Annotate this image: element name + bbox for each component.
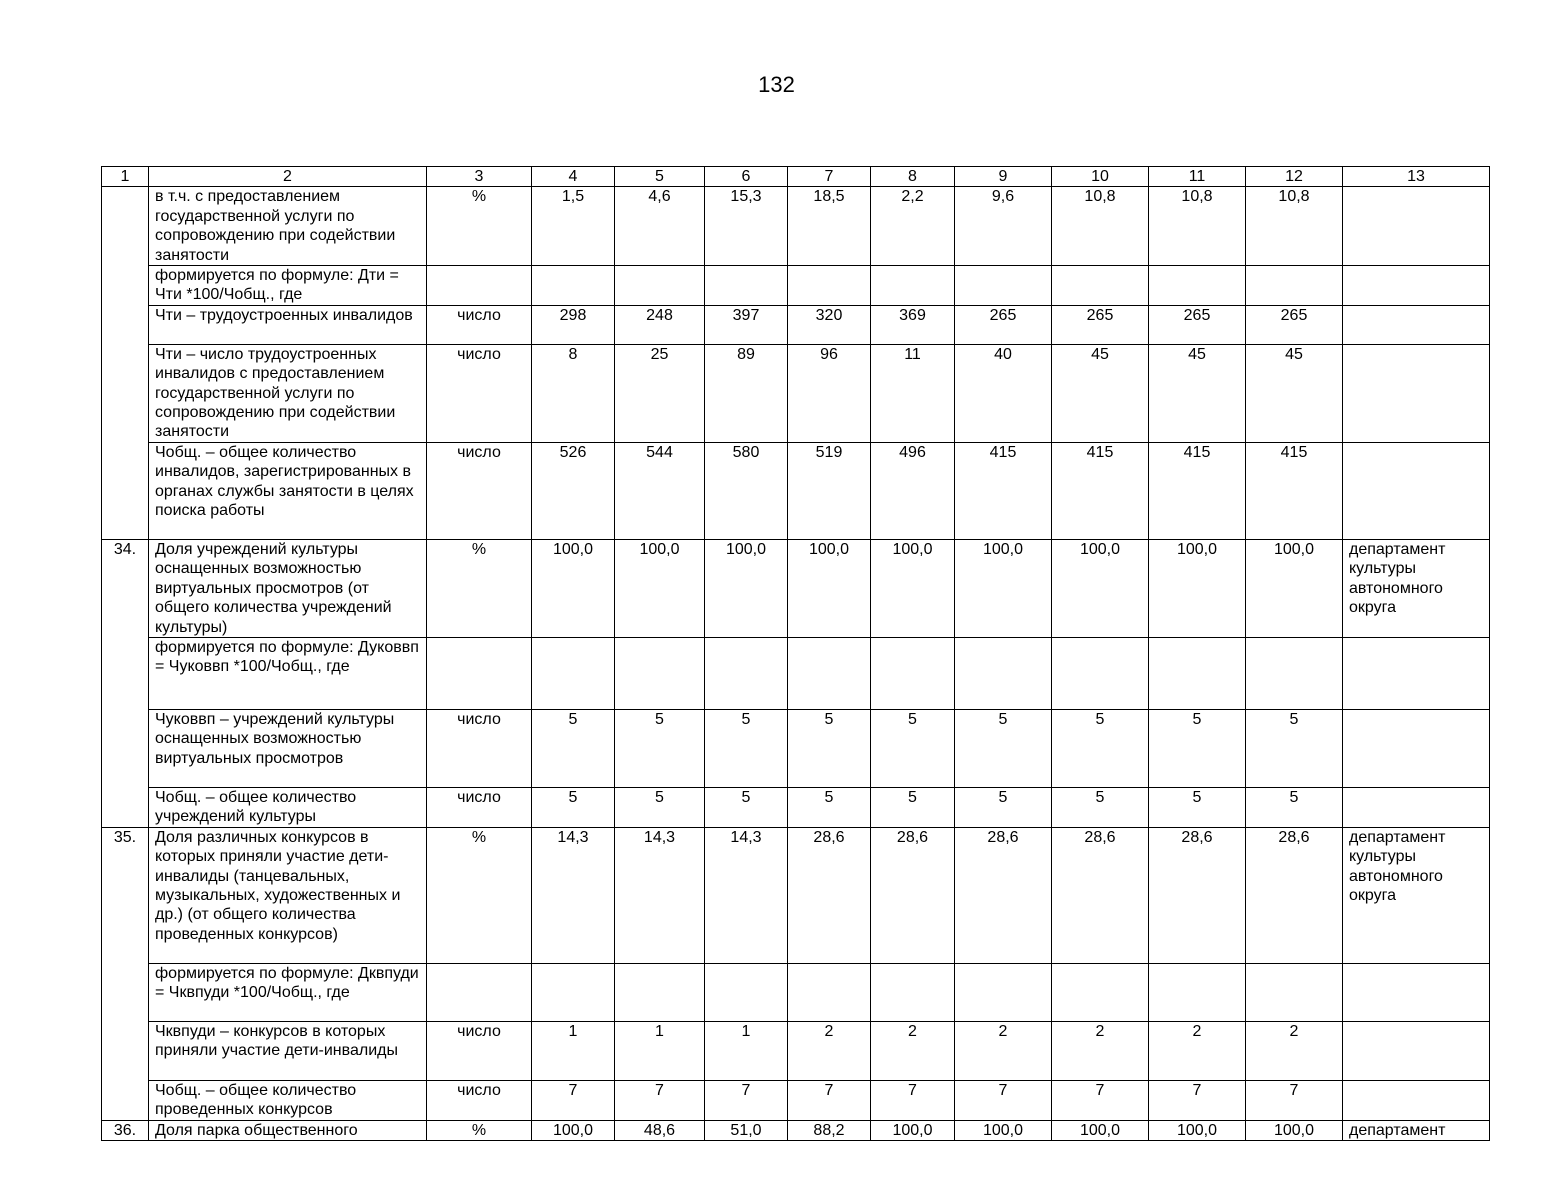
value-cell: 265 <box>1149 305 1246 344</box>
value-cell <box>705 963 788 1021</box>
value-cell <box>1246 637 1343 709</box>
value-cell: 415 <box>955 442 1052 539</box>
value-cell: 8 <box>532 344 615 442</box>
value-cell: 100,0 <box>532 1120 615 1140</box>
value-cell: 100,0 <box>705 539 788 637</box>
row-number-cell: 35. <box>102 827 149 1120</box>
value-cell: 519 <box>788 442 871 539</box>
value-cell: 5 <box>532 709 615 787</box>
value-cell <box>1149 963 1246 1021</box>
value-cell <box>788 963 871 1021</box>
value-cell: 10,8 <box>1246 187 1343 266</box>
value-cell: 5 <box>871 787 955 827</box>
value-cell: 100,0 <box>1052 539 1149 637</box>
value-cell: 265 <box>1246 305 1343 344</box>
value-cell: 1 <box>705 1021 788 1080</box>
table-row <box>102 827 1490 963</box>
header-cell: 9 <box>955 167 1052 187</box>
value-cell: 5 <box>955 787 1052 827</box>
table-row <box>102 442 1490 539</box>
value-cell: 415 <box>1149 442 1246 539</box>
value-cell: 25 <box>615 344 705 442</box>
value-cell: 5 <box>871 709 955 787</box>
header-cell: 3 <box>427 167 532 187</box>
value-cell: 544 <box>615 442 705 539</box>
value-cell: 100,0 <box>1246 539 1343 637</box>
value-cell <box>532 637 615 709</box>
responsible-cell <box>1343 442 1490 539</box>
value-cell: 580 <box>705 442 788 539</box>
value-cell: 28,6 <box>1149 827 1246 963</box>
value-cell <box>788 637 871 709</box>
header-cell: 10 <box>1052 167 1149 187</box>
value-cell: 100,0 <box>871 539 955 637</box>
value-cell: 28,6 <box>955 827 1052 963</box>
table-row <box>102 1120 1490 1140</box>
value-cell: 100,0 <box>1149 539 1246 637</box>
value-cell: 11 <box>871 344 955 442</box>
value-cell <box>1052 637 1149 709</box>
value-cell <box>1149 266 1246 306</box>
value-cell <box>871 637 955 709</box>
value-cell: 28,6 <box>871 827 955 963</box>
value-cell: 1 <box>615 1021 705 1080</box>
value-cell <box>955 637 1052 709</box>
value-cell: 1 <box>532 1021 615 1080</box>
value-cell: 2,2 <box>871 187 955 266</box>
value-cell: 5 <box>705 787 788 827</box>
value-cell: 5 <box>788 709 871 787</box>
value-cell: 100,0 <box>955 1120 1052 1140</box>
value-cell: 10,8 <box>1052 187 1149 266</box>
value-cell <box>705 637 788 709</box>
value-cell: 496 <box>871 442 955 539</box>
responsible-cell <box>1343 963 1490 1021</box>
indicator-description-cell: в т.ч. с предоставлением государственной услуги по сопровождению при содействии занятости <box>149 187 427 266</box>
value-cell: 5 <box>1052 787 1149 827</box>
value-cell: 7 <box>1052 1080 1149 1120</box>
table-row <box>102 963 1490 1021</box>
value-cell: 18,5 <box>788 187 871 266</box>
header-cell: 5 <box>615 167 705 187</box>
header-cell: 13 <box>1343 167 1490 187</box>
value-cell: 100,0 <box>532 539 615 637</box>
indicator-description-cell: Чуковвп – учреждений культуры оснащенных возможностью виртуальных просмотров <box>149 709 427 787</box>
responsible-cell <box>1343 709 1490 787</box>
unit-cell: число <box>427 1021 532 1080</box>
value-cell <box>871 963 955 1021</box>
value-cell: 320 <box>788 305 871 344</box>
value-cell: 2 <box>1052 1021 1149 1080</box>
unit-cell: число <box>427 709 532 787</box>
value-cell: 2 <box>1246 1021 1343 1080</box>
value-cell: 248 <box>615 305 705 344</box>
responsible-cell <box>1343 266 1490 306</box>
value-cell: 2 <box>871 1021 955 1080</box>
value-cell <box>1246 963 1343 1021</box>
header-cell: 4 <box>532 167 615 187</box>
value-cell <box>532 266 615 306</box>
value-cell: 369 <box>871 305 955 344</box>
value-cell <box>532 963 615 1021</box>
value-cell: 96 <box>788 344 871 442</box>
unit-cell <box>427 637 532 709</box>
responsible-cell <box>1343 305 1490 344</box>
row-number-cell <box>102 187 149 539</box>
value-cell <box>615 963 705 1021</box>
value-cell: 45 <box>1052 344 1149 442</box>
unit-cell <box>427 963 532 1021</box>
value-cell: 397 <box>705 305 788 344</box>
value-cell: 5 <box>615 787 705 827</box>
value-cell <box>955 963 1052 1021</box>
value-cell: 28,6 <box>788 827 871 963</box>
value-cell: 51,0 <box>705 1120 788 1140</box>
value-cell: 100,0 <box>1246 1120 1343 1140</box>
value-cell: 100,0 <box>1149 1120 1246 1140</box>
value-cell: 15,3 <box>705 187 788 266</box>
unit-cell: число <box>427 1080 532 1120</box>
value-cell: 45 <box>1149 344 1246 442</box>
responsible-cell <box>1343 787 1490 827</box>
unit-cell: % <box>427 1120 532 1140</box>
table-row <box>102 187 1490 266</box>
value-cell <box>705 266 788 306</box>
value-cell: 14,3 <box>705 827 788 963</box>
value-cell: 5 <box>532 787 615 827</box>
indicator-description-cell: Чобщ. – общее количество проведенных конкурсов <box>149 1080 427 1120</box>
value-cell: 7 <box>871 1080 955 1120</box>
table-row <box>102 1021 1490 1080</box>
unit-cell: число <box>427 787 532 827</box>
value-cell: 100,0 <box>871 1120 955 1140</box>
responsible-cell: департамент культуры автономного округа <box>1343 827 1490 963</box>
header-cell: 6 <box>705 167 788 187</box>
value-cell: 526 <box>532 442 615 539</box>
value-cell: 14,3 <box>532 827 615 963</box>
responsible-cell <box>1343 187 1490 266</box>
indicator-description-cell: Чобщ. – общее количество инвалидов, зарегистрированных в органах службы занятости в целях поиска работы <box>149 442 427 539</box>
unit-cell <box>427 266 532 306</box>
value-cell: 14,3 <box>615 827 705 963</box>
value-cell: 45 <box>1246 344 1343 442</box>
value-cell: 5 <box>788 787 871 827</box>
header-row <box>102 167 1490 187</box>
table-row <box>102 344 1490 442</box>
indicators-table <box>101 166 1490 1141</box>
value-cell: 4,6 <box>615 187 705 266</box>
responsible-cell: департамент культуры автономного округа <box>1343 539 1490 637</box>
value-cell: 40 <box>955 344 1052 442</box>
value-cell <box>615 266 705 306</box>
value-cell: 265 <box>955 305 1052 344</box>
value-cell: 5 <box>1052 709 1149 787</box>
unit-cell: % <box>427 827 532 963</box>
value-cell <box>1149 637 1246 709</box>
indicator-description-cell: Доля различных конкурсов в которых приняли участие дети-инвалиды (танцевальных, музыкальных, художественных и др.) (от общего количества проведенных конкурсов) <box>149 827 427 963</box>
indicator-description-cell: Чобщ. – общее количество учреждений культуры <box>149 787 427 827</box>
responsible-cell <box>1343 1080 1490 1120</box>
value-cell: 7 <box>955 1080 1052 1120</box>
responsible-cell <box>1343 637 1490 709</box>
value-cell: 100,0 <box>1052 1120 1149 1140</box>
header-cell: 1 <box>102 167 149 187</box>
indicator-description-cell: Чти – число трудоустроенных инвалидов с предоставлением государственной услуги по сопровождению при содействии занятости <box>149 344 427 442</box>
value-cell: 265 <box>1052 305 1149 344</box>
table-row <box>102 787 1490 827</box>
header-cell: 8 <box>871 167 955 187</box>
value-cell: 7 <box>788 1080 871 1120</box>
header-cell: 7 <box>788 167 871 187</box>
value-cell: 2 <box>955 1021 1052 1080</box>
value-cell: 415 <box>1052 442 1149 539</box>
value-cell: 10,8 <box>1149 187 1246 266</box>
header-cell: 11 <box>1149 167 1246 187</box>
value-cell: 5 <box>705 709 788 787</box>
table-row <box>102 539 1490 637</box>
unit-cell: число <box>427 344 532 442</box>
value-cell: 7 <box>532 1080 615 1120</box>
value-cell: 89 <box>705 344 788 442</box>
value-cell <box>955 266 1052 306</box>
value-cell: 28,6 <box>1246 827 1343 963</box>
responsible-cell <box>1343 344 1490 442</box>
value-cell: 5 <box>1149 787 1246 827</box>
table-row <box>102 266 1490 306</box>
unit-cell: % <box>427 539 532 637</box>
value-cell: 5 <box>615 709 705 787</box>
header-cell: 2 <box>149 167 427 187</box>
value-cell: 2 <box>788 1021 871 1080</box>
value-cell <box>615 637 705 709</box>
value-cell <box>1052 963 1149 1021</box>
responsible-cell: департамент <box>1343 1120 1490 1140</box>
value-cell: 5 <box>1149 709 1246 787</box>
value-cell <box>871 266 955 306</box>
value-cell: 100,0 <box>955 539 1052 637</box>
page-number: 132 <box>758 72 795 97</box>
indicator-description-cell: формируется по формуле: Дквпуди = Чквпуди *100/Чобщ., где <box>149 963 427 1021</box>
value-cell <box>788 266 871 306</box>
responsible-cell <box>1343 1021 1490 1080</box>
indicator-description-cell: формируется по формуле: Дуковвп = Чуковвп *100/Чобщ., где <box>149 637 427 709</box>
value-cell: 415 <box>1246 442 1343 539</box>
indicator-description-cell: Чквпуди – конкурсов в которых приняли участие дети-инвалиды <box>149 1021 427 1080</box>
value-cell: 28,6 <box>1052 827 1149 963</box>
value-cell: 298 <box>532 305 615 344</box>
row-number-cell: 36. <box>102 1120 149 1140</box>
table-row <box>102 637 1490 709</box>
table-row <box>102 1080 1490 1120</box>
value-cell: 7 <box>615 1080 705 1120</box>
table-row <box>102 709 1490 787</box>
value-cell: 5 <box>955 709 1052 787</box>
value-cell: 100,0 <box>788 539 871 637</box>
table-row <box>102 305 1490 344</box>
indicator-description-cell: Доля парка общественного <box>149 1120 427 1140</box>
value-cell: 7 <box>1246 1080 1343 1120</box>
unit-cell: число <box>427 442 532 539</box>
row-number-cell: 34. <box>102 539 149 827</box>
value-cell: 9,6 <box>955 187 1052 266</box>
value-cell: 5 <box>1246 787 1343 827</box>
header-cell: 12 <box>1246 167 1343 187</box>
value-cell: 2 <box>1149 1021 1246 1080</box>
value-cell <box>1246 266 1343 306</box>
indicator-description-cell: Доля учреждений культуры оснащенных возможностью виртуальных просмотров (от общего количества учреждений культуры) <box>149 539 427 637</box>
value-cell <box>1052 266 1149 306</box>
value-cell: 1,5 <box>532 187 615 266</box>
value-cell: 7 <box>1149 1080 1246 1120</box>
indicator-description-cell: Чти – трудоустроенных инвалидов <box>149 305 427 344</box>
unit-cell: % <box>427 187 532 266</box>
unit-cell: число <box>427 305 532 344</box>
value-cell: 88,2 <box>788 1120 871 1140</box>
indicator-description-cell: формируется по формуле: Дти = Чти *100/Чобщ., где <box>149 266 427 306</box>
value-cell: 100,0 <box>615 539 705 637</box>
value-cell: 48,6 <box>615 1120 705 1140</box>
value-cell: 7 <box>705 1080 788 1120</box>
value-cell: 5 <box>1246 709 1343 787</box>
